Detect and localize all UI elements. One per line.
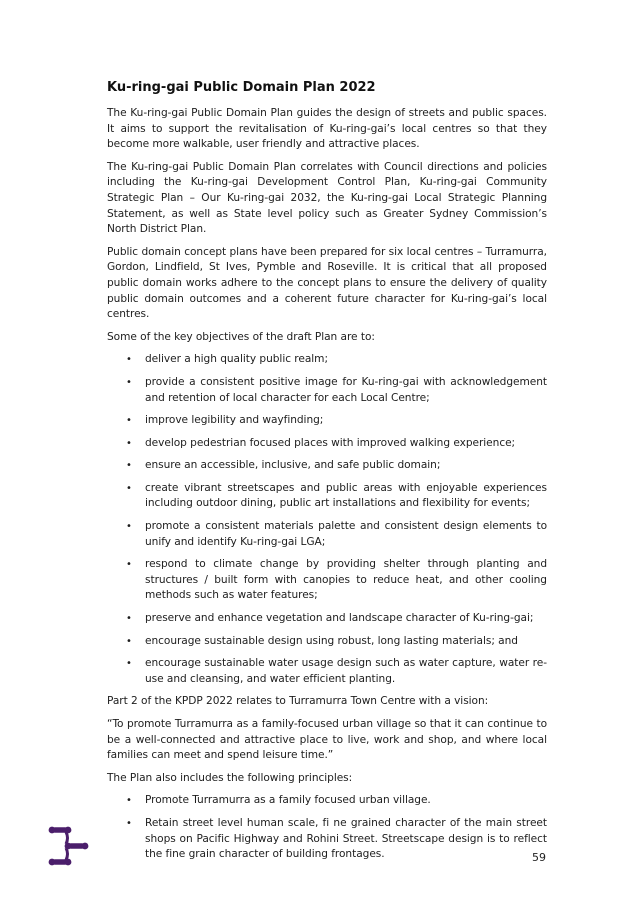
paragraph-policy: The Ku-ring-gai Public Domain Plan correlates with Council directions and policies including the Ku-ring-gai Development Control Plan, Ku-ring-gai Community Strategic Plan – Our Ku-ring-gai 2032, the Ku-ring-gai Local Strategic Planning Statement, as well as State level policy such as Greater Sydney Commission’s North District Plan.: [107, 160, 547, 236]
council-logo-icon: [48, 826, 90, 866]
bullet-icon: •: [126, 795, 132, 807]
bullet-icon: •: [126, 437, 132, 449]
principles-list: [107, 793, 547, 862]
list-item: • deliver a high quality public realm;: [107, 352, 547, 368]
page-number: 59: [532, 851, 546, 864]
paragraph-vision-quote: “To promote Turramurra as a family-focused urban village so that it can continue to be a well-connected and attractive place to live, work and shop, and where local families can meet and spend leisure time.”: [107, 718, 547, 762]
bullet-icon: •: [126, 376, 132, 388]
bullet-icon: •: [126, 635, 132, 647]
bullet-icon: •: [126, 521, 132, 533]
paragraph-concept-plans: Public domain concept plans have been prepared for six local centres – Turramurra, Gordon, Lindfield, St Ives, Pymble and Roseville. It is critical that all proposed public domain works adhere to the concept plans to ensure the delivery of quality public domain outcomes and a coherent future character for Ku-ring-gai’s local centres.: [107, 245, 547, 321]
paragraph-intro: The Ku-ring-gai Public Domain Plan guides the design of streets and public spaces. It aims to support the revitalisation of Ku-ring-gai’s local centres so that they become more walkable, user friendly and attractive places.: [107, 107, 547, 151]
list-item: • respond to climate change by providing shelter through planting and structures / built form with canopies to reduce heat, and other cooling methods such as water features;: [126, 558, 547, 602]
list-item: • promote a consistent materials palette and consistent design elements to unify and identify Ku-ring-gai LGA;: [126, 520, 547, 548]
list-item: • Retain street level human scale, fi ne grained character of the main street shops on Pacific Highway and Rohini Street. Streetscape design is to reflect the fine grain character of building frontages.: [126, 816, 547, 861]
list-item: • create vibrant streetscapes and public areas with enjoyable experiences including outdoor dining, public art installations and flexibility for events;: [126, 481, 547, 510]
paragraph-principles-intro: The Plan also includes the following principles:: [107, 771, 353, 784]
list-item: • preserve and enhance vegetation and landscape character of Ku-ring-gai;: [107, 611, 547, 627]
list-item: • provide a consistent positive image for Ku-ring-gai with acknowledgement and retention of local character for each Local Centre;: [126, 375, 547, 404]
bullet-icon: •: [126, 658, 132, 670]
bullet-icon: •: [126, 354, 132, 366]
bullet-icon: •: [126, 613, 132, 625]
list-item: • develop pedestrian focused places with improved walking experience;: [107, 436, 547, 452]
bullet-icon: •: [126, 460, 132, 472]
list-item: • ensure an accessible, inclusive, and safe public domain;: [107, 458, 547, 474]
main-content: [107, 80, 547, 870]
list-item: • improve legibility and wayfinding;: [107, 413, 547, 429]
list-item: • Promote Turramurra as a family focused urban village.: [107, 793, 547, 809]
page-heading: Ku-ring-gai Public Domain Plan 2022: [107, 80, 376, 95]
list-item: • encourage sustainable water usage design such as water capture, water re-use and cleansing, and water efficient planting.: [126, 657, 547, 685]
bullet-icon: •: [126, 415, 132, 427]
paragraph-part2: Part 2 of the KPDP 2022 relates to Turramurra Town Centre with a vision:: [107, 695, 489, 708]
list-item: • encourage sustainable design using robust, long lasting materials; and: [107, 634, 547, 650]
paragraph-objectives-intro: Some of the key objectives of the draft Plan are to:: [107, 330, 375, 343]
objectives-list: [107, 352, 547, 687]
bullet-icon: •: [126, 817, 132, 829]
bullet-icon: •: [126, 559, 132, 571]
bullet-icon: •: [126, 482, 132, 494]
